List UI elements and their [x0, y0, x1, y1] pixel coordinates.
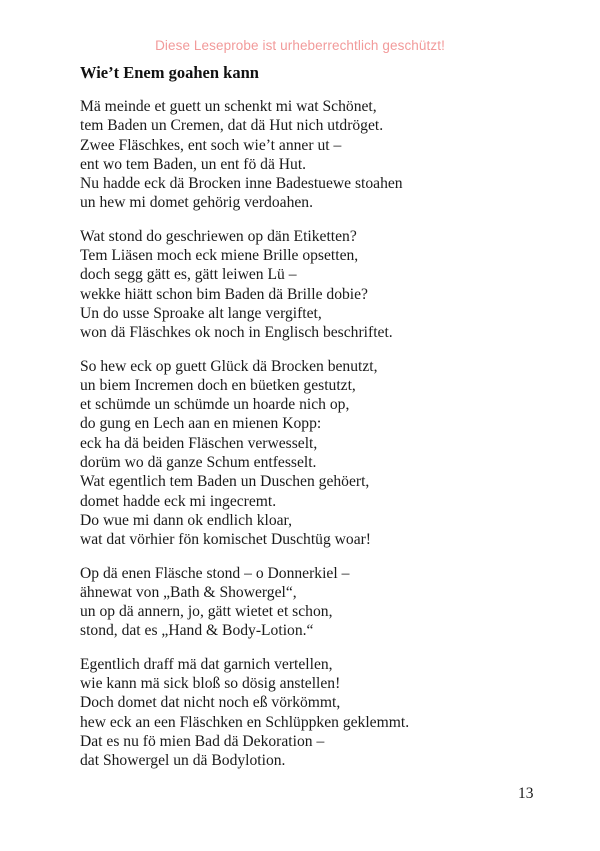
poem-line: tem Baden un Cremen, dat dä Hut nich utdröget.: [80, 117, 384, 135]
poem-line: un biem Incremen doch en büetken gestutzt,: [80, 376, 356, 394]
poem-line: dorüm wo dä ganze Schum entfesselt.: [80, 454, 317, 472]
poem-line: Do wue mi dann ok endlich kloar,: [80, 511, 293, 529]
poem-line: Tem Liäsen moch eck miene Brille opsetten,: [80, 247, 359, 265]
poem-line: Wat egentlich tem Baden un Duschen gehöert,: [80, 473, 370, 491]
poem-line: ent wo tem Baden, un ent fö dä Hut.: [80, 155, 307, 173]
poem-line: Mä meinde et guett un schenkt mi wat Schönet,: [80, 98, 377, 115]
poem-line: Zwee Fläschkes, ent soch wie’t anner ut –: [80, 136, 342, 154]
poem-line: dat Showergel un dä Bodylotion.: [80, 752, 286, 770]
poem-line: un hew mi domet gehörig verdoahen.: [80, 194, 313, 212]
poem-line: wat dat vörhier fön komischet Duschtüg woar!: [80, 531, 372, 549]
poem-title: Wie’t Enem goahen kann: [80, 63, 259, 82]
poem-line: domet hadde eck mi ingecremt.: [80, 492, 277, 510]
stanza-1: [80, 97, 540, 213]
poem-line: et schümde un schümde un hoarde nich op,: [80, 396, 350, 414]
poem-line: eck ha dä beiden Fläschen verwesselt,: [80, 434, 318, 452]
poem-line: wie kann mä sick bloß so dösig anstellen!: [80, 675, 341, 693]
poem-line: stond, dat es „Hand & Body-Lotion.“: [80, 622, 314, 640]
poem-line: Op dä enen Fläsche stond – o Donnerkiel –: [80, 564, 350, 582]
poem-line: Dat es nu fö mien Bad dä Dekoration –: [80, 732, 325, 750]
stanza-5: [80, 655, 540, 771]
poem-body: [80, 97, 540, 785]
poem-line: won dä Fläschkes ok noch in Englisch beschriftet.: [80, 324, 393, 342]
poem-line: un op dä annern, jo, gätt wietet et schon,: [80, 603, 333, 621]
copyright-watermark: Diese Leseprobe ist urheberrechtlich geschützt!: [155, 38, 445, 53]
page-number: 13: [518, 785, 534, 802]
stanza-2: [80, 227, 540, 343]
poem-line: hew eck an een Fläschken en Schlüppken geklemmt.: [80, 713, 410, 731]
poem-line: doch segg gätt es, gätt leiwen Lü –: [80, 266, 297, 284]
poem-line: Doch domet dat nicht noch eß vörkömmt,: [80, 694, 341, 712]
poem-line: ähnewat von „Bath & Showergel“,: [80, 583, 297, 601]
stanza-4: [80, 564, 540, 641]
poem-line: wekke hiätt schon bim Baden dä Brille dobie?: [80, 285, 368, 303]
stanza-3: [80, 357, 540, 550]
poem-line: Egentlich draff mä dat garnich vertellen,: [80, 655, 333, 673]
poem-line: Wat stond do geschriewen op dän Etiketten?: [80, 227, 357, 245]
poem-line: Nu hadde eck dä Brocken inne Badestuewe stoahen: [80, 175, 403, 193]
poem-line: So hew eck op guett Glück dä Brocken benutzt,: [80, 357, 378, 375]
poem-line: do gung en Lech aan en mienen Kopp:: [80, 415, 322, 433]
poem-line: Un do usse Sproake alt lange vergiftet,: [80, 304, 322, 322]
